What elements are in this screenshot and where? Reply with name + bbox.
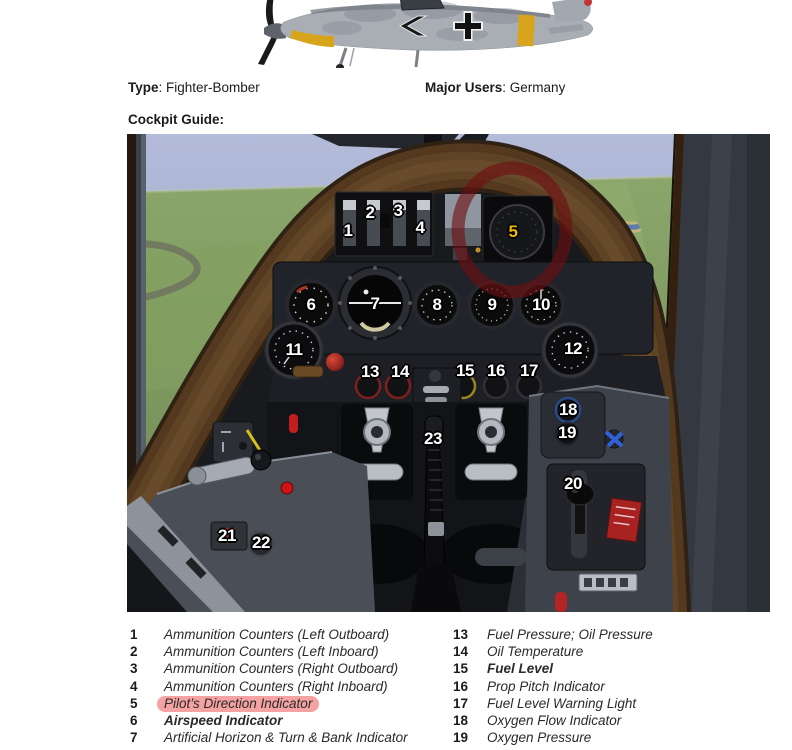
legend-item-number: 2	[130, 644, 138, 660]
legend-item-number: 13	[453, 627, 469, 642]
legend-item-16	[453, 679, 773, 696]
legend-item-1	[130, 627, 450, 644]
cockpit-marker-2: 2	[365, 203, 375, 222]
cockpit-marker-17: 17	[520, 361, 538, 380]
legend-item-number: 7	[130, 730, 138, 746]
major-users-value: : Germany	[502, 80, 566, 95]
cockpit-marker-7: 7	[370, 294, 380, 313]
legend-item-label: Ammunition Counters (Right Outboard)	[164, 661, 399, 677]
legend-item-label: Ammunition Counters (Left Outboard)	[164, 627, 390, 642]
legend-item-7	[130, 730, 450, 747]
legend-item-number: 4	[130, 678, 138, 694]
cockpit-marker-10: 10	[532, 295, 550, 314]
type-value: : Fighter-Bomber	[158, 80, 260, 95]
legend-item-label: Prop Pitch Indicator	[487, 678, 605, 694]
major-users-line	[425, 80, 565, 96]
major-users-label: Major Users	[425, 80, 503, 95]
cockpit-marker-19: 19	[558, 423, 576, 442]
legend-item-label: Fuel Level	[487, 661, 554, 677]
legend-item-5	[130, 696, 450, 713]
cockpit-marker-1: 1	[343, 221, 353, 240]
cockpit-marker-4: 4	[415, 218, 425, 237]
aircraft-profile-image	[250, 0, 610, 68]
legend-item-13	[453, 627, 773, 644]
legend-item-number: 16	[453, 678, 469, 694]
cockpit-marker-11: 11	[285, 340, 303, 359]
legend-item-number: 5	[130, 695, 138, 711]
legend-item-label: Fuel Pressure; Oil Pressure	[487, 627, 653, 642]
legend-item-3	[130, 661, 450, 678]
legend-item-number: 18	[453, 712, 469, 728]
legend-item-label: Oxygen Flow Indicator	[487, 712, 622, 728]
cockpit-marker-5: 5	[508, 222, 518, 241]
cockpit-marker-22: 22	[252, 533, 270, 552]
cockpit-marker-13: 13	[361, 362, 379, 381]
legend-item-19	[453, 730, 773, 747]
legend-item-number: 17	[453, 695, 469, 711]
legend-item-label: Ammunition Counters (Right Inboard)	[164, 678, 388, 694]
legend-item-15	[453, 661, 773, 678]
legend-item-number: 1	[130, 627, 138, 642]
legend-item-4	[130, 679, 450, 696]
cockpit-marker-20: 20	[564, 474, 582, 493]
legend-left-column	[130, 627, 450, 747]
legend-item-label: Airspeed Indicator	[164, 712, 283, 728]
legend-item-17	[453, 696, 773, 713]
legend-item-label: Oxygen Pressure	[487, 730, 592, 746]
cockpit-marker-23: 23	[424, 429, 442, 448]
legend-item-6	[130, 713, 450, 730]
cockpit-marker-21: 21	[218, 526, 236, 545]
cockpit-marker-9: 9	[487, 295, 497, 314]
callout-markers	[127, 134, 770, 612]
legend-item-label: Oil Temperature	[487, 644, 584, 660]
type-line	[128, 80, 260, 96]
cockpit-marker-3: 3	[393, 201, 403, 220]
cockpit-marker-14: 14	[391, 362, 409, 381]
legend-item-label: Artificial Horizon & Turn & Bank Indicator	[164, 730, 408, 746]
cockpit-guide-heading: Cockpit Guide:	[128, 112, 225, 127]
legend-item-number: 3	[130, 661, 138, 677]
legend-item-label: Fuel Level Warning Light	[487, 695, 637, 711]
legend-item-2	[130, 644, 450, 661]
legend-item-number: 15	[453, 661, 469, 677]
cockpit-marker-16: 16	[487, 361, 505, 380]
cockpit-marker-15: 15	[456, 361, 474, 380]
legend-item-18	[453, 713, 773, 730]
legend-right-column	[453, 627, 773, 747]
cockpit-figure	[127, 134, 770, 612]
legend-item-number: 19	[453, 730, 469, 746]
legend-item-14	[453, 644, 773, 661]
cockpit-marker-18: 18	[559, 400, 577, 419]
legend-item-number: 14	[453, 644, 469, 660]
type-label: Type	[128, 80, 159, 95]
legend-item-number: 6	[130, 712, 138, 728]
cockpit-marker-12: 12	[564, 339, 582, 358]
cockpit-marker-6: 6	[306, 295, 316, 314]
legend-item-label-highlighted: Pilot’s Direction Indicator	[157, 696, 319, 712]
cockpit-marker-8: 8	[432, 295, 442, 314]
legend-item-label: Ammunition Counters (Left Inboard)	[164, 644, 379, 660]
